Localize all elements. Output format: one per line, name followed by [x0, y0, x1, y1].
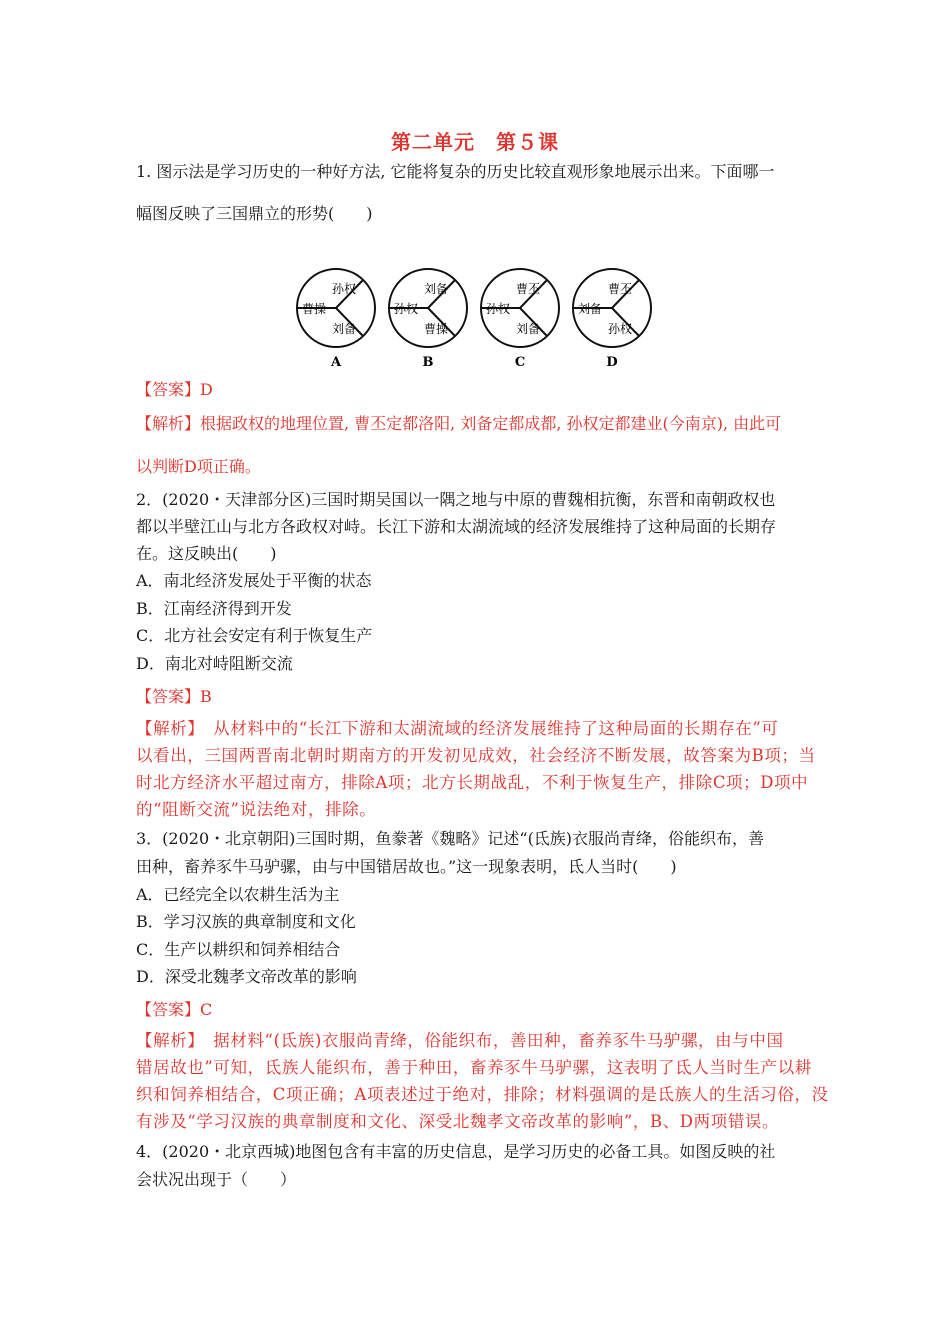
sector-bottom: 刘备	[515, 322, 541, 336]
q2-analysis-line-2: 以看出，三国两晋南北朝时期南方的开发初见成效，社会经济不断发展，故答案为B项；当	[136, 746, 816, 765]
sector-left: 孙权	[393, 302, 419, 316]
q2-analysis-line-1: 【解析】 从材料中的“长江下游和太湖流域的经济发展维持了这种局面的长期存在”可	[136, 719, 779, 738]
q3-option-c[interactable]: C．生产以耕织和饲养相结合	[136, 940, 341, 959]
sector-bottom: 孙权	[607, 322, 633, 336]
q1-option-a-figure[interactable]	[297, 269, 375, 370]
q3-analysis-line-3: 织和饲养相结合，C项正确；A项表述过于绝对，排除；材料强调的是氐族人的生活习俗，没	[136, 1085, 829, 1104]
option-letter: B	[422, 355, 434, 370]
sector-top: 曹丕	[515, 282, 541, 296]
sector-top: 孙权	[331, 282, 357, 296]
q3-analysis-line-2: 错居故也”可知，氐族人能织布，善于种田，畜养豕牛马驴骡，这表明了氐人当时生产以耕	[136, 1058, 812, 1077]
q1-analysis-line-2: 以判断D项正确。	[136, 457, 261, 476]
q3-answer: 【答案】C	[136, 1000, 213, 1019]
q2-answer: 【答案】B	[136, 687, 212, 706]
q2-analysis-line-3: 时北方经济水平超过南方，排除A项；北方长期战乱，不利于恢复生产，排除C项；D项中	[136, 773, 809, 792]
q2-analysis-line-4: 的“阻断交流”说法绝对，排除。	[136, 800, 377, 819]
q3-option-a[interactable]: A．已经完全以农耕生活为主	[136, 885, 340, 904]
sector-left: 曹操	[301, 302, 327, 316]
option-letter: C	[514, 355, 526, 370]
sector-top: 曹丕	[607, 282, 633, 296]
sector-left: 孙权	[485, 302, 511, 316]
q3-analysis-line-4: 有涉及“学习汉族的典章制度和文化、深受北魏孝文帝改革的影响”，B、D两项错误。	[136, 1112, 780, 1131]
q1-option-b-figure[interactable]	[389, 269, 467, 370]
sector-top: 刘备	[423, 282, 449, 296]
q3-option-b[interactable]: B．学习汉族的典章制度和文化	[136, 912, 356, 931]
q2-option-a[interactable]: A．南北经济发展处于平衡的状态	[136, 571, 372, 590]
q2-stem-line-1: 2．(2020・天津部分区)三国时期吴国以一隅之地与中原的曹魏相抗衡，东晋和南朝政权也	[136, 490, 776, 509]
q3-stem-line-2: 田种，畜养豕牛马驴骡，由与中国错居故也。”这一现象表明，氐人当时( )	[136, 857, 677, 876]
q1-stem-line-2: 幅图反映了三国鼎立的形势( )	[136, 204, 373, 223]
q1-circle-diagrams	[290, 266, 670, 370]
q3-option-d[interactable]: D．深受北魏孝文帝改革的影响	[136, 967, 357, 986]
q2-option-b[interactable]: B．江南经济得到开发	[136, 599, 292, 618]
q1-answer: 【答案】D	[136, 380, 213, 399]
q4-stem-line-1: 4．(2020・北京西城)地图包含有丰富的历史信息，是学习历史的必备工具。如图反映的社	[136, 1142, 776, 1161]
q1-option-d-figure[interactable]	[573, 269, 651, 370]
q4-stem-line-2: 会状况出现于（ ）	[136, 1170, 297, 1189]
page-title: 第二单元 第５课	[391, 130, 559, 154]
q3-stem-line-1: 3．(2020・北京朝阳)三国时期，鱼豢著《魏略》记述“(氐族)衣服尚青绛，俗能织布，善	[136, 829, 765, 848]
sector-bottom: 曹操	[423, 322, 449, 336]
option-letter: A	[330, 355, 342, 370]
q2-stem-line-3: 在。这反映出( )	[136, 544, 277, 563]
option-letter: D	[606, 355, 618, 370]
q1-stem-line-1: 1. 图示法是学习历史的一种好方法, 它能将复杂的历史比较直观形象地展示出来。下面哪一	[136, 162, 775, 181]
q2-option-c[interactable]: C．北方社会安定有利于恢复生产	[136, 626, 373, 645]
q1-option-c-figure[interactable]	[481, 269, 559, 370]
q2-stem-line-2: 都以半壁江山与北方各政权对峙。长江下游和太湖流域的经济发展维持了这种局面的长期存	[136, 517, 777, 536]
sector-left: 刘备	[577, 302, 603, 316]
sector-bottom: 刘备	[331, 322, 357, 336]
q1-analysis-line-1: 【解析】根据政权的地理位置, 曹丕定都洛阳, 刘备定都成都, 孙权定都建业(今南京), 由此可	[136, 414, 782, 433]
q3-analysis-line-1: 【解析】 据材料“(氐族)衣服尚青绛，俗能织布，善田种，畜养豕牛马驴骡，由与中国	[136, 1031, 784, 1050]
q2-option-d[interactable]: D．南北对峙阻断交流	[136, 654, 293, 673]
